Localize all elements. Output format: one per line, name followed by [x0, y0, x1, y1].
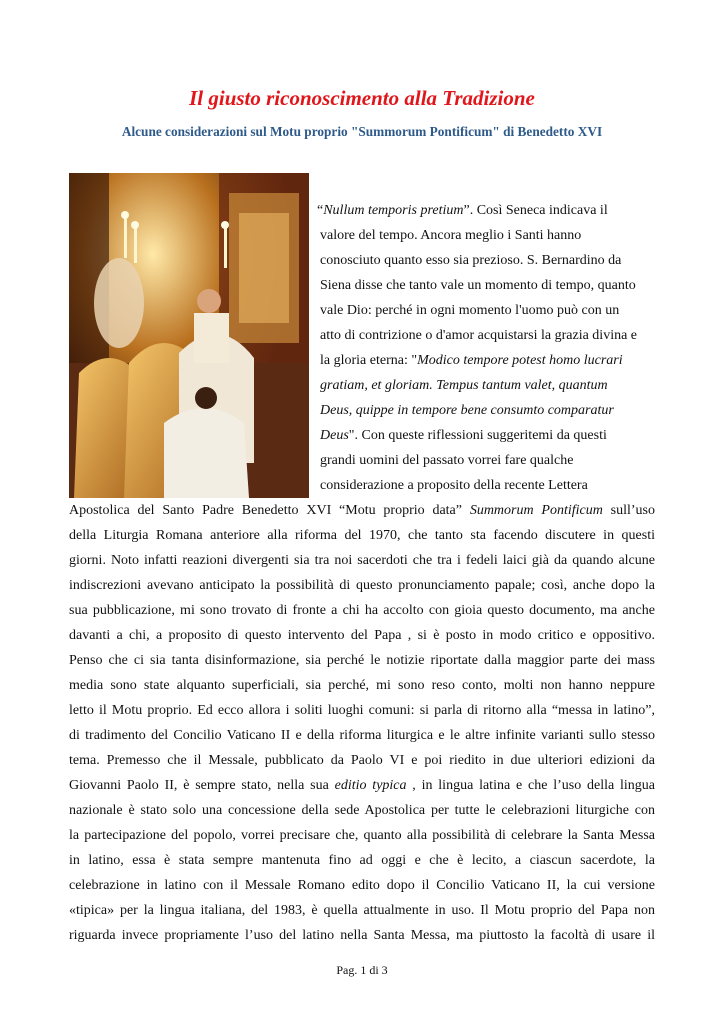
side-line-7 [320, 352, 623, 369]
side-line-7-text: la gloria eterna: " [320, 353, 418, 368]
page-subtitle: Alcune considerazioni sul Motu proprio "Summorum Pontificum" di Benedetto XVI [121, 124, 603, 139]
body-line-5: sua pubblicazione, mi sono trovato di fronte a chi ha accolto con gioia questo documento, ma anche [69, 603, 655, 618]
side-line-1-rest: ”. Così Seneca indicava il [463, 203, 608, 218]
latin-citation-3: Deus, quippe in tempore bene consumto comparatur [320, 403, 614, 418]
body-line-9: letto il Motu proprio. Ed ecco allora i soliti luoghi comuni: si parla di ritorno alla “messa in latino”, [69, 703, 655, 718]
body-line-1-a: Apostolica del Santo Padre Benedetto XVI “Motu proprio data” [69, 503, 470, 518]
open-quote: “ [317, 203, 324, 218]
body-line-17: «tipica» per la lingua italiana, del 1983, è quella attualmente in uso. Il Motu proprio del Papa non [69, 903, 655, 918]
side-line-10 [320, 427, 607, 444]
body-line-4: indiscrezioni avevano anticipato la possibilità di questo pronunciamento papale; così, anche dopo la [69, 578, 655, 593]
page-title: Il giusto riconoscimento alla Tradizione [189, 86, 535, 110]
body-line-6: davanti a chi, a proposito di questo intervento del Papa , si è posto in modo critico e oppositivo. [69, 628, 655, 643]
liturgy-photo [69, 173, 309, 498]
side-line-12: considerazione a proposito della recente Lettera [320, 478, 588, 493]
latin-citation-2: gratiam, et gloriam. Tempus tantum valet, quantum [320, 378, 608, 393]
side-line-6: atto di contrizione o d'amor acquistarsi la grazia divina e [320, 328, 638, 343]
body-line-3: giorni. Noto infatti reazioni divergenti sia tra noi sacerdoti che tra i fedeli laici già da quando alcune [69, 553, 655, 568]
body-line-12-c: , in lingua latina e che l’uso della lingua [406, 778, 655, 793]
side-line-8 [320, 377, 608, 394]
body-line-11: tema. Premesso che il Messale, pubblicato da Paolo VI e poi riedito in due ulteriori edizioni da [69, 753, 655, 768]
side-line-9 [320, 402, 614, 419]
body-line-8: media sono state alquanto superficiali, sia perché, mi sono reso conto, molti non hanno neppure [69, 678, 655, 693]
body-line-18: riguarda invece propriamente l’uso del latino nella Santa Messa, ma piuttosto la facoltà di usare il [69, 928, 655, 943]
body-line-13: nazionale è stato solo una concessione della sede Apostolica per tutte le celebrazioni liturgiche con [69, 803, 655, 818]
latin-citation-1: Modico tempore potest homo lucrari [417, 353, 623, 368]
body-line-12 [69, 777, 655, 794]
side-line-11: grandi uomini del passato vorrei fare qualche [320, 453, 574, 468]
body-line-2: della Liturgia Romana anteriore alla riforma del 1970, che tanto sta facendo discutere in questi [69, 528, 655, 543]
body-line-10: di tradimento del Concilio Vaticano II e della riforma liturgica e le altre infinite varianti sullo stesso [69, 728, 655, 743]
page-number: Pag. 1 di 3 [336, 963, 388, 977]
side-line-2: valore del tempo. Ancora meglio i Santi hanno [320, 228, 582, 243]
side-line-3: conosciuto quanto esso sia prezioso. S. Bernardino da [320, 253, 622, 268]
latin-citation-4: Deus [320, 428, 349, 443]
side-line-10-rest: ". Con queste riflessioni suggeritemi da questi [348, 428, 607, 443]
body-line-7: Penso che ci sia tanta disinformazione, sia perché le notizie riportate dalla maggior parte dei mass [69, 653, 655, 668]
body-line-15: in latino, essa è stata sempre mantenuta fino ad oggi e che è lecito, a ciascun sacerdote, la [69, 853, 655, 868]
latin-quote: Nullum temporis pretium [323, 203, 464, 218]
side-line-5: vale Dio: perché in ogni momento l'uomo può con un [320, 303, 620, 318]
side-line-4: Siena disse che tanto vale un momento di tempo, quanto [320, 278, 636, 293]
body-line-16: celebrazione in latino con il Messale Romano edito dopo il Concilio Vaticano II, la cui versione [69, 878, 655, 893]
document-title: Summorum Pontificum [469, 503, 603, 518]
body-line-1 [69, 502, 655, 519]
body-line-12-a: Giovanni Paolo II, è sempre stato, nella sua [69, 778, 335, 793]
editio-typica: editio typica [334, 778, 407, 793]
body-line-1-c: sull’uso [602, 503, 655, 518]
side-line-1 [317, 202, 608, 219]
body-line-14: la partecipazione del popolo, vorrei precisare che, quanto alla possibilità di celebrare la Santa Messa [69, 828, 655, 843]
